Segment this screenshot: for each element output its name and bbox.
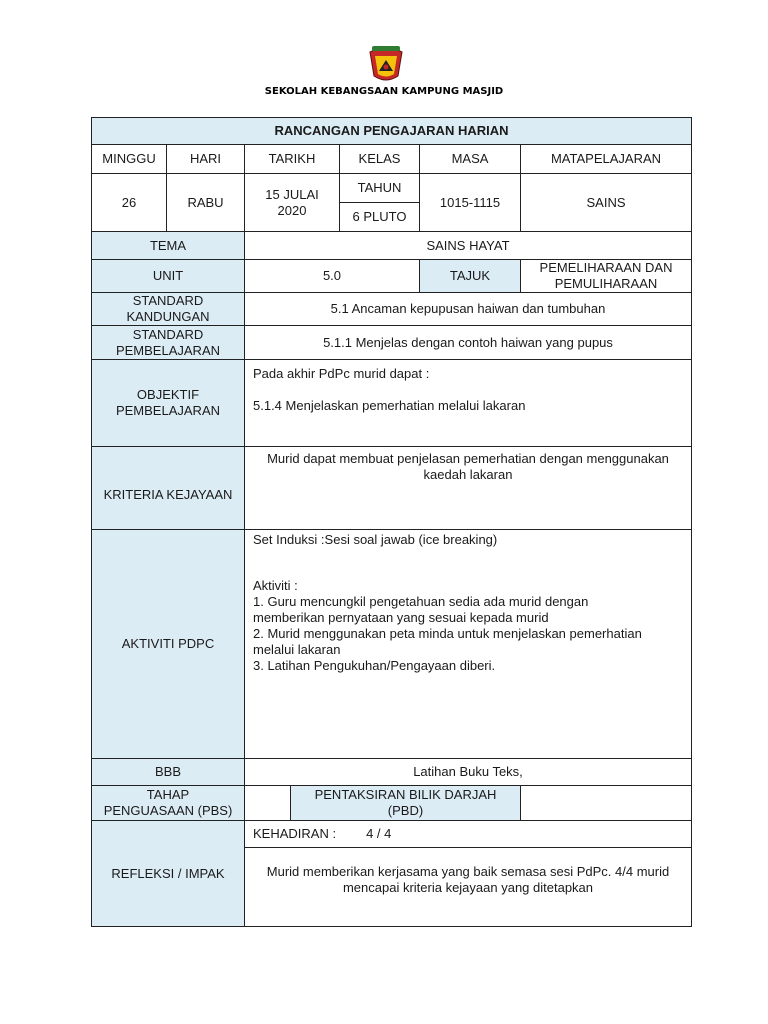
header-hari: HARI — [166, 144, 245, 174]
unit-label: UNIT — [91, 259, 245, 293]
header-masa: MASA — [419, 144, 521, 174]
aktiviti-label: AKTIVITI PDPC — [91, 529, 245, 759]
sp-label — [91, 325, 245, 360]
tp-label-line-1: TAHAP — [146, 787, 190, 802]
header-tarikh: TARIKH — [244, 144, 340, 174]
kriteria-label: KRITERIA KEJAYAAN — [91, 446, 245, 530]
aktiviti-line-4: memberikan pernyataan yang sesuai kepada murid — [253, 610, 549, 625]
objektif-line-2: 5.1.4 Menjelaskan pemerhatian melalui lakaran — [253, 398, 526, 413]
tajuk-line-1: PEMELIHARAAN DAN — [539, 260, 673, 275]
kehadiran-row — [244, 820, 692, 848]
sp-value: 5.1.1 Menjelas dengan contoh haiwan yang pupus — [244, 325, 692, 360]
school-name: SEKOLAH KEBANGSAAN KAMPUNG MASJID — [264, 86, 504, 97]
sk-label — [91, 292, 245, 326]
value-tarikh — [244, 173, 340, 232]
value-kelas-2: 6 PLUTO — [339, 202, 420, 232]
value-kelas-1: TAHUN — [339, 173, 420, 203]
aktiviti-line-6: melalui lakaran — [253, 642, 341, 657]
refleksi-line-2: mencapai kriteria kejayaan yang ditetapkan — [342, 880, 594, 895]
sk-value: 5.1 Ancaman kepupusan haiwan dan tumbuhan — [244, 292, 692, 326]
aktiviti-line-3: 1. Guru mencungkil pengetahuan sedia ada murid dengan — [253, 594, 589, 609]
value-hari: RABU — [166, 173, 245, 232]
tp-label-line-2: PENGUASAAN (PBS) — [103, 803, 233, 818]
sp-label-line-2: PEMBELAJARAN — [115, 342, 221, 358]
pbd-label — [290, 785, 521, 821]
objektif-label-line-1: OBJEKTIF — [136, 387, 200, 402]
refleksi-label: REFLEKSI / IMPAK — [91, 820, 245, 927]
pbd-value — [520, 785, 692, 821]
unit-value: 5.0 — [244, 259, 420, 293]
header-kelas: KELAS — [339, 144, 420, 174]
aktiviti-line-7: 3. Latihan Pengukuhan/Pengayaan diberi. — [253, 658, 496, 673]
value-matapelajaran: SAINS — [520, 173, 692, 232]
tema-value: SAINS HAYAT — [244, 231, 692, 260]
pbd-label-line-2: (PBD) — [387, 803, 424, 818]
objektif-line-1: Pada akhir PdPc murid dapat : — [253, 366, 430, 381]
sk-label-line-1: STANDARD — [132, 293, 204, 308]
form-title: RANCANGAN PENGAJARAN HARIAN — [91, 117, 692, 145]
bbb-value: Latihan Buku Teks, — [244, 758, 692, 786]
kehadiran-value: 4 / 4 — [366, 826, 392, 841]
aktiviti-line-2: Aktiviti : — [253, 578, 298, 593]
kriteria-line-1: Murid dapat membuat penjelasan pemerhatian dengan menggunakan — [267, 451, 669, 466]
tema-label: TEMA — [91, 231, 245, 260]
school-crest-logo — [366, 42, 406, 84]
aktiviti-value — [244, 529, 692, 759]
tarikh-line-1: 15 JULAI — [265, 186, 319, 202]
tp-label — [91, 785, 245, 821]
objektif-value — [244, 359, 692, 447]
value-minggu: 26 — [91, 173, 167, 232]
aktiviti-line-5: 2. Murid menggunakan peta minda untuk menjelaskan pemerhatian — [253, 626, 642, 641]
header-matapelajaran: MATAPELAJARAN — [520, 144, 692, 174]
tp-value — [244, 785, 291, 821]
refleksi-value — [244, 847, 692, 927]
tarikh-line-2: 2020 — [277, 202, 307, 218]
aktiviti-line-1: Set Induksi :Sesi soal jawab (ice breaking) — [253, 532, 498, 547]
value-masa: 1015-1115 — [419, 173, 521, 232]
objektif-label — [91, 359, 245, 447]
sk-label-line-2: KANDUNGAN — [126, 309, 210, 324]
header-minggu: MINGGU — [91, 144, 167, 174]
kriteria-line-2: kaedah lakaran — [423, 467, 513, 482]
tajuk-value — [520, 259, 692, 293]
pbd-label-line-1: PENTAKSIRAN BILIK DARJAH — [314, 787, 497, 802]
kehadiran-label: KEHADIRAN : — [253, 826, 337, 841]
tajuk-label: TAJUK — [419, 259, 521, 293]
refleksi-line-1: Murid memberikan kerjasama yang baik semasa sesi PdPc. 4/4 murid — [266, 864, 670, 879]
bbb-label: BBB — [91, 758, 245, 786]
kriteria-value — [244, 446, 692, 530]
sp-label-line-1: STANDARD — [132, 326, 204, 342]
objektif-label-line-2: PEMBELAJARAN — [115, 403, 221, 418]
tajuk-line-2: PEMULIHARAAN — [554, 276, 658, 291]
